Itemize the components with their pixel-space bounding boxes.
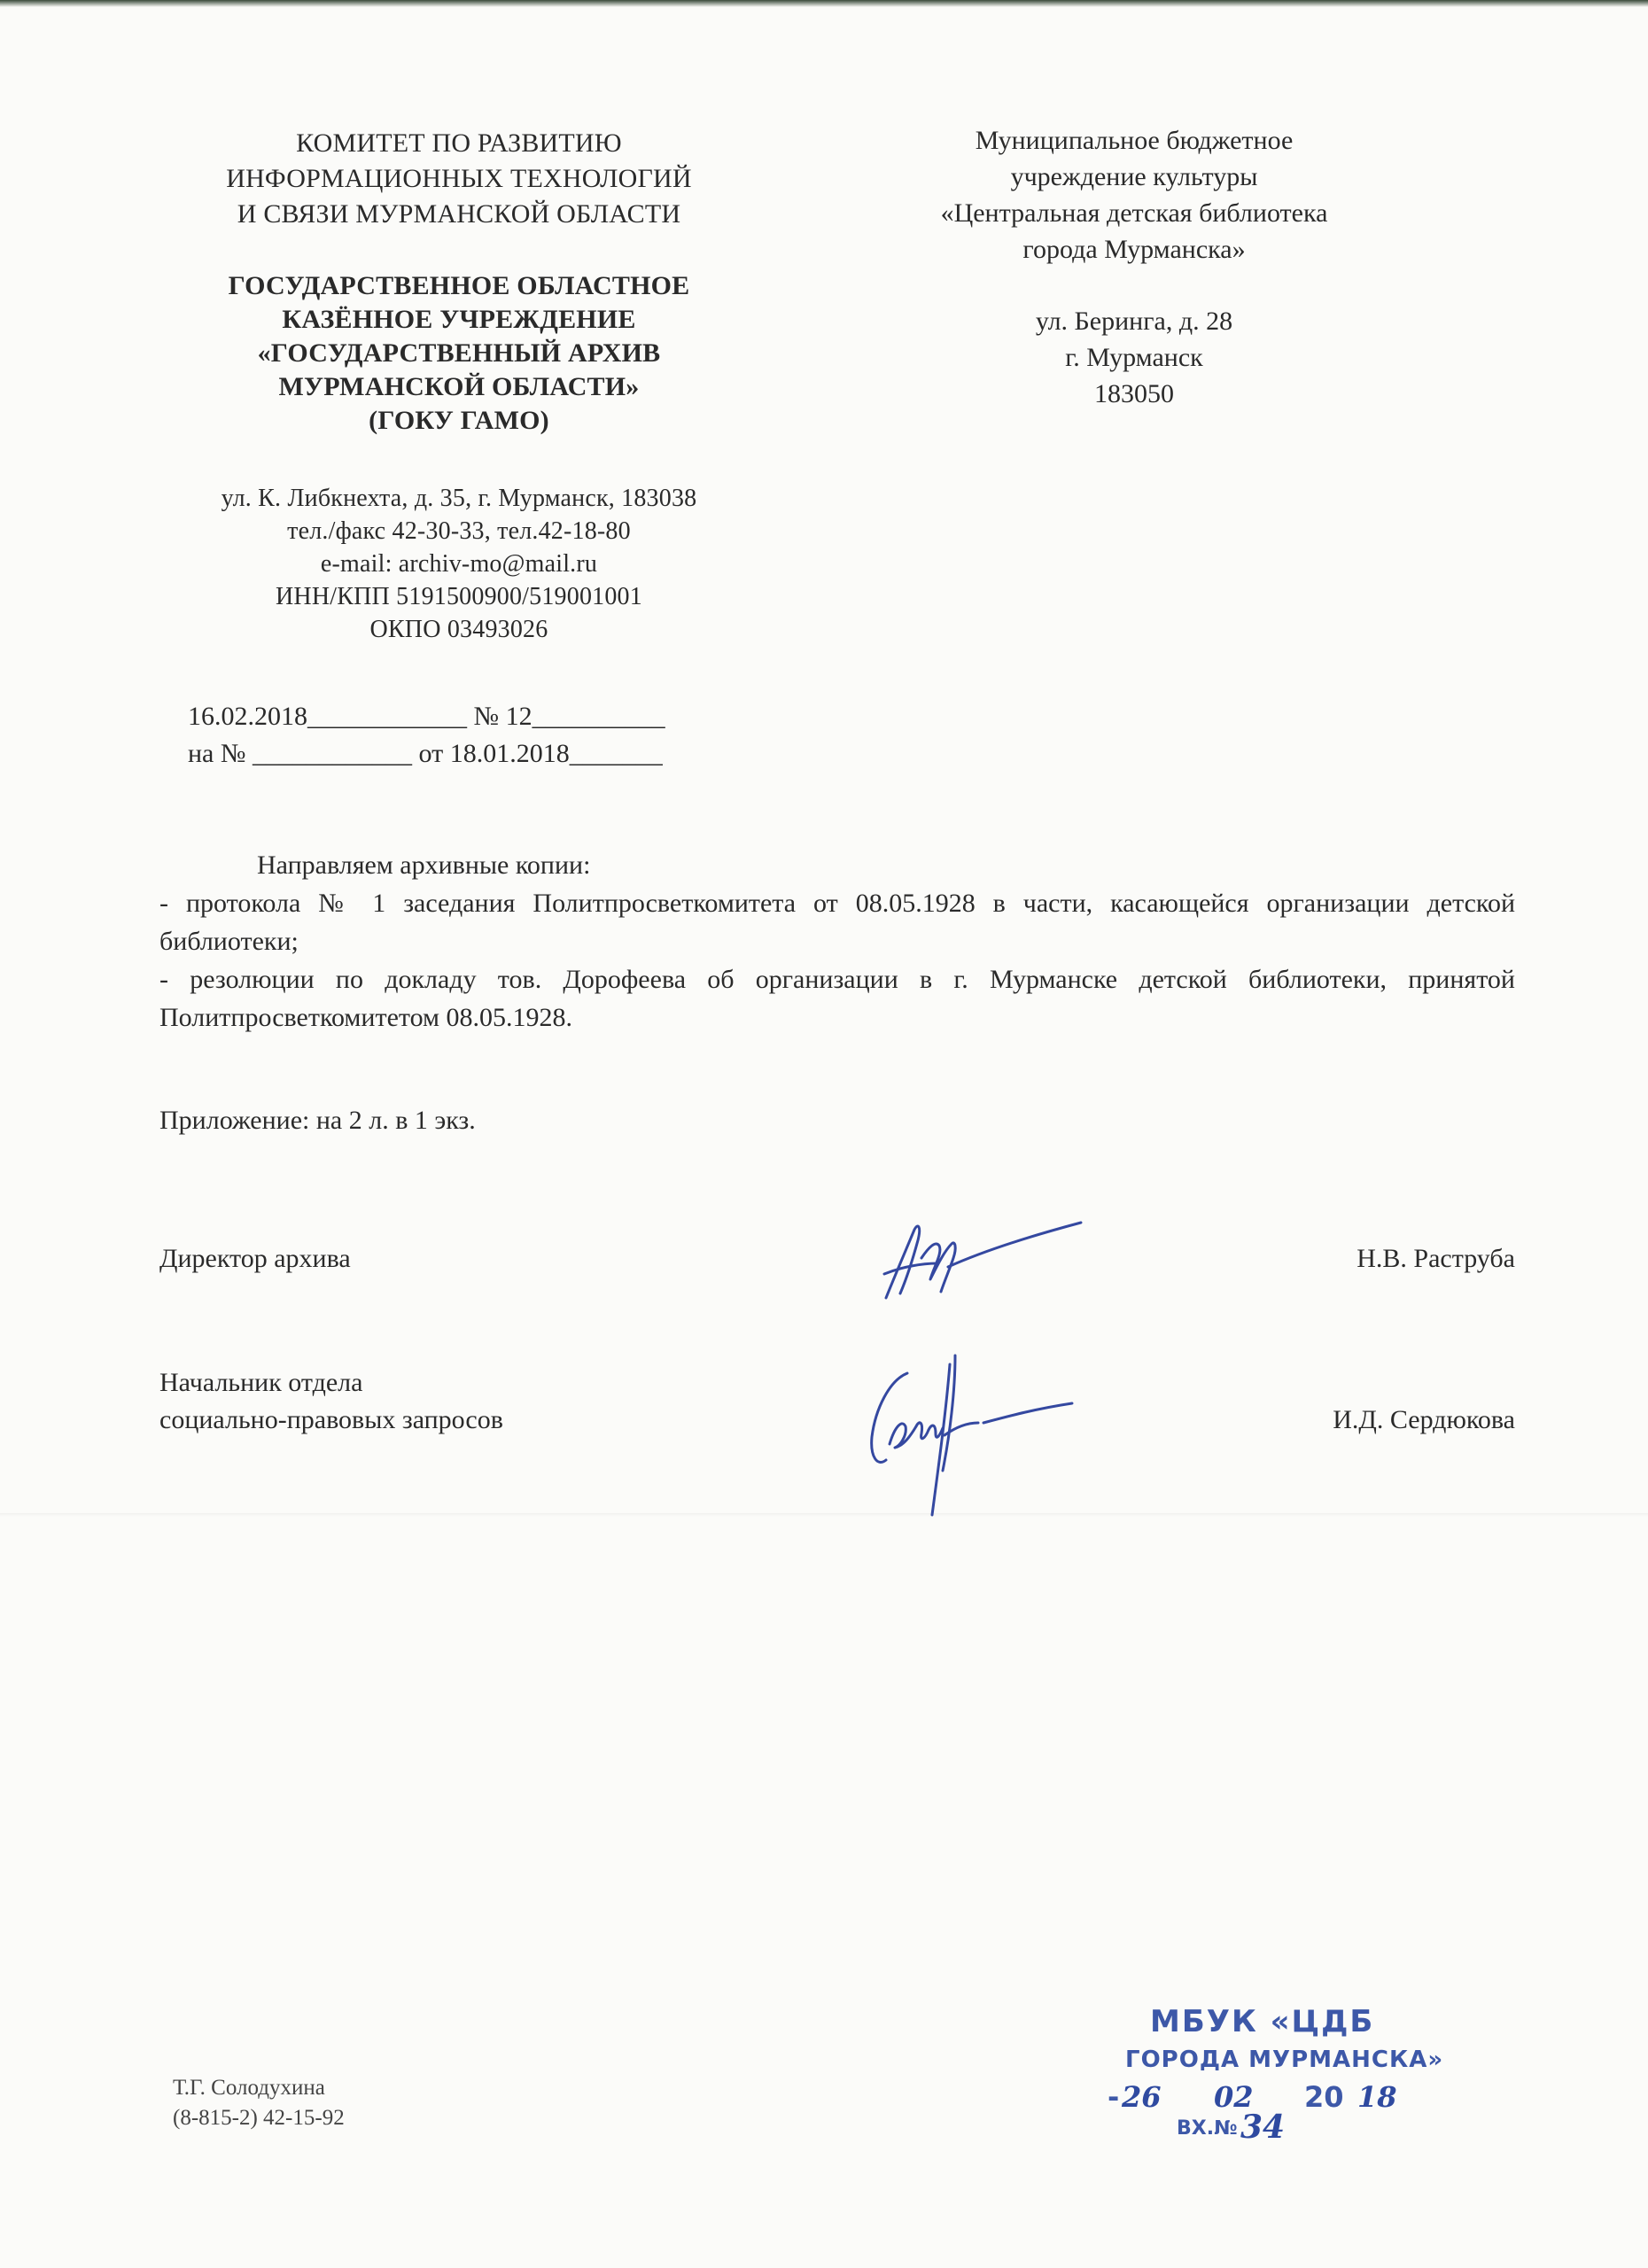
addressee-address	[851, 303, 1418, 412]
organization-line: МУРМАНСКОЙ ОБЛАСТИ»	[278, 372, 640, 401]
okpo-line: ОКПО 03493026	[369, 616, 548, 643]
document-reference	[188, 698, 665, 773]
director-title: Директор архива	[159, 1244, 351, 1273]
addressee-line: «Центральная детская библиотека	[940, 198, 1328, 228]
director-handwritten-signature	[859, 1205, 1108, 1311]
organization-line: «ГОСУДАРСТВЕННЫЙ АРХИВ	[257, 338, 661, 368]
stamp-month: 02	[1214, 2080, 1254, 2114]
committee-name	[167, 126, 751, 232]
head-handwritten-signature	[851, 1338, 1099, 1542]
head-title-line: социально-правовых запросов	[159, 1405, 503, 1434]
email-line: e-mail: archiv-mo@mail.ru	[320, 550, 598, 578]
stamp-in-label: ВХ.№	[1177, 2117, 1238, 2140]
stamp-year-suffix: 18	[1357, 2080, 1397, 2114]
addressee-line: учреждение культуры	[1010, 162, 1258, 191]
incoming-stamp	[1108, 2004, 1462, 2146]
stamp-dash: -	[1108, 2080, 1120, 2114]
paper-fold	[0, 1513, 1648, 1517]
committee-line: ИНФОРМАЦИОННЫХ ТЕХНОЛОГИЙ	[226, 164, 692, 193]
outgoing-ref: 16.02.2018____________ № 12__________	[188, 702, 665, 731]
addressee-line: Муниципальное бюджетное	[975, 126, 1294, 155]
addressee	[851, 122, 1418, 412]
executor-phone: (8-815-2) 42-15-92	[173, 2106, 345, 2130]
organization-name	[167, 269, 751, 438]
director-signature-row	[159, 1240, 1515, 1285]
inn-line: ИНН/КПП 5191500900/519001001	[276, 583, 642, 610]
attachment-note: Приложение: на 2 л. в 1 экз.	[159, 1106, 476, 1135]
stamp-in-number: 34	[1240, 2109, 1286, 2146]
addressee-line: города Мурманска»	[1022, 235, 1246, 264]
phone-line: тел./факс 42-30-33, тел.42-18-80	[287, 517, 631, 545]
committee-line: КОМИТЕТ ПО РАЗВИТИЮ	[296, 128, 622, 158]
stamp-city: ГОРОДА МУРМАНСКА»	[1125, 2047, 1444, 2073]
stamp-org: МБУК «ЦДБ	[1150, 2004, 1375, 2039]
executor-info	[173, 2073, 345, 2133]
organization-line: ГОСУДАРСТВЕННОЕ ОБЛАСТНОЕ	[228, 271, 690, 300]
body-item: - резолюции по докладу тов. Дорофеева об организации в г. Мурманске детской библиотеки, принятой Политпросветкомитетом 08.05.1928.	[159, 965, 1515, 1032]
body-intro: Направляем архивные копии:	[257, 850, 591, 880]
stamp-year-prefix: 20	[1304, 2080, 1344, 2114]
letterhead	[167, 126, 751, 646]
scan-edge	[0, 0, 1648, 7]
head-title-line: Начальник отдела	[159, 1368, 363, 1397]
incoming-ref: на № ____________ от 18.01.2018_______	[188, 739, 663, 768]
body-item: - протокола № 1 заседания Политпросветкомитета от 08.05.1928 в части, касающейся организации детской библиотеки;	[159, 889, 1515, 956]
committee-line: И СВЯЗИ МУРМАНСКОЙ ОБЛАСТИ	[237, 199, 681, 229]
stamp-day: 26	[1122, 2080, 1162, 2114]
organization-line: (ГОКУ ГАМО)	[369, 406, 549, 435]
contact-details	[167, 482, 751, 646]
head-name: И.Д. Сердюкова	[1333, 1405, 1515, 1434]
head-signature-row	[159, 1364, 1515, 1444]
letter-body	[159, 846, 1515, 1037]
organization-line: КАЗЁННОЕ УЧРЕЖДЕНИЕ	[282, 305, 636, 334]
postcode-line: 183050	[1094, 379, 1174, 408]
address-line: ул. К. Либкнехта, д. 35, г. Мурманск, 183038	[221, 485, 697, 512]
street-line: ул. Беринга, д. 28	[1035, 307, 1233, 336]
director-name: Н.В. Раструба	[1356, 1244, 1515, 1273]
addressee-name	[851, 122, 1418, 268]
executor-name: Т.Г. Солодухина	[173, 2076, 325, 2100]
city-line: г. Мурманск	[1065, 343, 1203, 372]
head-title	[159, 1364, 503, 1439]
